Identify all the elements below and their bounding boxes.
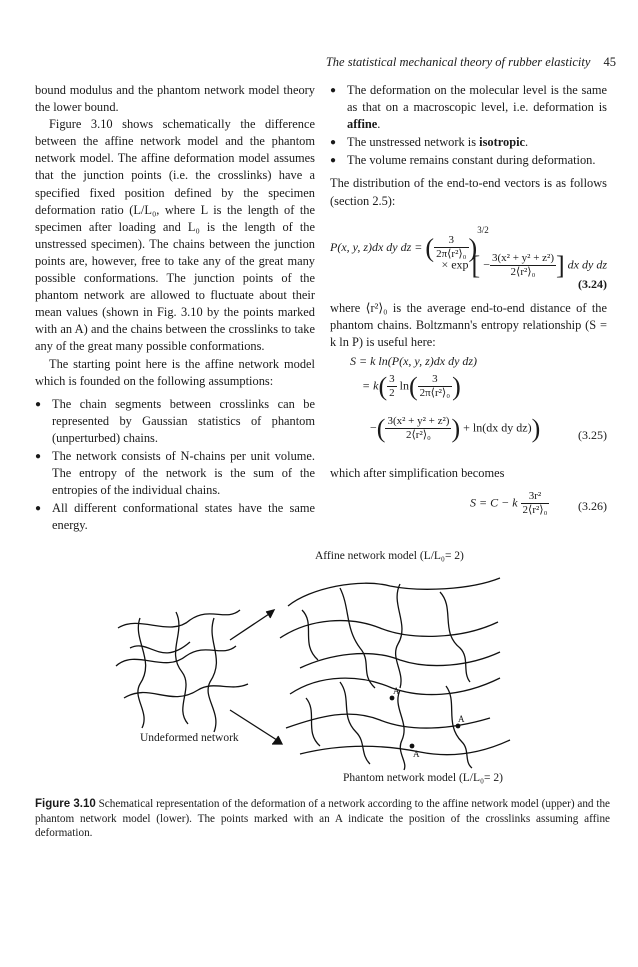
left-column: [35, 82, 315, 535]
marker-a-label: A: [393, 686, 400, 696]
assumption-item: ● The network consists of N-chains per unit volume. The entropy of the network is the sum of the entropies of the individual chains.: [35, 448, 315, 499]
network-diagram: [0, 548, 638, 798]
paragraph-distribution: The distribution of the end-to-end vectors is as follows (section 2.5):: [330, 176, 607, 208]
assumption-item: ● The chain segments between crosslinks can be represented by Gaussian statistics of phantom (unperturbed) chains.: [35, 396, 315, 447]
assumption-item: ● The volume remains constant during deformation.: [330, 152, 607, 169]
crosslink-marker: [456, 724, 461, 729]
equation-number: (3.26): [578, 499, 607, 514]
page-number: 45: [603, 55, 616, 69]
paragraph-where: where ⟨r²⟩₀ is the average end-to-end distance of the phantom chains. Boltzmann's entropy relationship (S = k ln P) is useful here:: [330, 300, 607, 349]
paragraph-starting-point: The starting point here is the affine network model which is founded on the following assumptions:: [35, 356, 315, 388]
caption-text: Schematical representation of the deformation of a network according to the affine network model (upper) and the phantom network model (lower). The points marked with an A indicate the position of the crosslinks assuming affine deformation.: [35, 798, 611, 840]
bold-term: affine: [347, 117, 378, 132]
caption-label: Figure 3.10: [35, 798, 96, 810]
assumption-item: ● All different conformational states have the same energy.: [35, 500, 315, 534]
undeformed-network-drawing: [116, 610, 248, 732]
affine-network-drawing: [280, 578, 500, 688]
label-affine-model: Affine network model (L/L₀= 2): [315, 550, 464, 562]
equation-number: (3.25): [578, 427, 607, 442]
assumption-list: [35, 396, 315, 535]
paragraph-simplification: which after simplification becomes: [330, 465, 505, 480]
equation-3-25: S = k ln(P(x, y, z)dx dy dz) = k( $\frac{3}{2}$ ln( $\frac{3}{\text{2π⟨r²⟩₀}}$ ) −( $\frac{\text{3(x² + y² + z²)}}{\text{2⟨r²⟩₀}}$ ) + ln(dx dy dz)) (3.25): [350, 353, 607, 443]
equation-3-24: P(x, y, z)dx dy dz = ( $\frac{3}{\text{2π⟨r²⟩₀}}$ )$^{3/2}$ × exp [ − $\frac{\text{3(x² + y² + z²)}}{\text{2⟨r²⟩₀}}$ ] dx dy dz (3.24): [330, 216, 607, 288]
equation-number: (3.24): [578, 276, 607, 291]
running-title: The statistical mechanical theory of rubber elasticity: [325, 55, 591, 69]
figure-3-10: [0, 548, 638, 798]
right-column: [330, 82, 607, 526]
marker-a-label: A: [458, 714, 465, 724]
figure-caption: [35, 797, 610, 841]
eq-3-24-lhs: P(x, y, z)dx dy dz =: [330, 239, 423, 254]
marker-a-label: A: [413, 749, 420, 759]
label-phantom-model: Phantom network model (L/L₀= 2): [343, 772, 503, 784]
crosslink-marker: [410, 744, 415, 749]
equation-3-26: S = C − k $\frac{\text{3r²}}{\text{2⟨r²⟩₀}}$ (3.26): [470, 490, 607, 517]
assumption-item: ● The unstressed network is isotropic.: [330, 134, 607, 151]
paragraph-bound-modulus: bound modulus and the phantom network model theory the lower bound.: [35, 83, 315, 115]
crosslink-marker: [390, 696, 395, 701]
running-header: [326, 55, 616, 70]
bold-term: isotropic: [479, 135, 526, 150]
assumption-item: ● The deformation on the molecular level is the same as that on a macroscopic level, i.e. deformation is affine.: [330, 82, 607, 133]
assumption-list-continued: [330, 82, 607, 169]
paragraph-figure-description: Figure 3.10 shows schematically the difference between the affine network model and the phantom network model. The affine deformation model assumes that the junction points (i.e. the crosslinks) have a specified fixed position defined by the specimen deformation ratio (L/L₀, where L is the length of the specimen after loading and L₀ is the length of the unstressed specimen). The chains between the junction points are, however, free to take any of the great many possible conformations. The junction points of the phantom network are allowed to fluctuate about their mean values (shown in Fig. 3.10 by the points marked with an A) and the chains between the crosslinks to take any of the great many possible conformations.: [35, 117, 315, 354]
label-undeformed-network: Undeformed network: [140, 732, 239, 744]
